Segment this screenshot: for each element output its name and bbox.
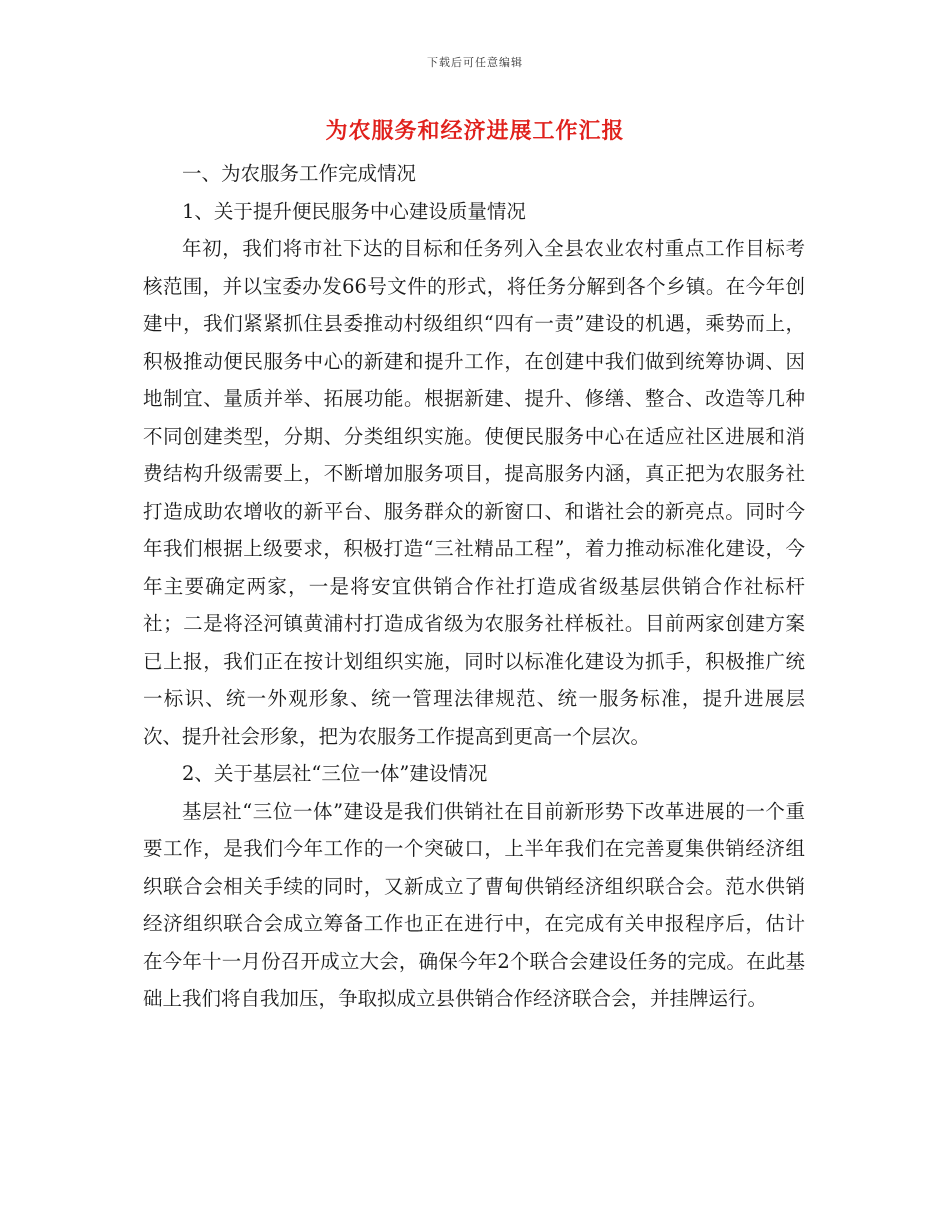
header-note: 下载后可任意编辑: [427, 56, 523, 69]
item-1-paragraph: 年初，我们将市社下达的目标和任务列入全县农业农村重点工作目标考核范围，并以宝委办发66号文件的形式，将任务分解到各个乡镇。在今年创建中，我们紧紧抓住县委推动村级组织“四有一责”建设的机遇，乘势而上，积极推动便民服务中心的新建和提升工作，在创建中我们做到统筹协调、因地制宜、量质并举、拓展功能。根据新建、提升、修缮、整合、改造等几种不同创建类型，分期、分类组织实施。使便民服务中心在适应社区进展和消费结构升级需要上，不断增加服务项目，提高服务内涵，真正把为农服务社打造成助农增收的新平台、服务群众的新窗口、和谐社会的新亮点。同时今年我们根据上级要求，积极打造“三社精品工程”，着力推动标准化建设，今年主要确定两家，一是将安宜供销合作社打造成省级基层供销合作社标杆社；二是将泾河镇黄浦村打造成省级为农服务社样板社。目前两家创建方案已上报，我们正在按计划组织实施，同时以标准化建设为抓手，积极推广统一标识、统一外观形象、统一管理法律规范、统一服务标准，提升进展层次、提升社会形象，把为农服务工作提高到更高一个层次。: [143, 237, 805, 748]
document-body: [143, 155, 805, 1018]
section-1-heading: 一、为农服务工作完成情况: [182, 162, 417, 185]
item-2-heading: 2、关于基层社“三位一体”建设情况: [182, 762, 488, 785]
item-1-heading: 1、关于提升便民服务中心建设质量情况: [182, 199, 526, 223]
item-2-paragraph: 基层社“三位一体”建设是我们供销社在目前新形势下改革进展的一个重要工作，是我们今年工作的一个突破口，上半年我们在完善夏集供销经济组织联合会相关手续的同时，又新成立了曹甸供销经济组织联合会。范水供销经济组织联合会成立筹备工作也正在进行中，在完成有关申报程序后，估计在今年十一月份召开成立大会，确保今年2个联合会建设任务的完成。在此基础上我们将自我加压，争取拟成立县供销合作经济联合会，并挂牌运行。: [143, 799, 805, 1010]
document-title: 为农服务和经济进展工作汇报: [325, 118, 625, 144]
